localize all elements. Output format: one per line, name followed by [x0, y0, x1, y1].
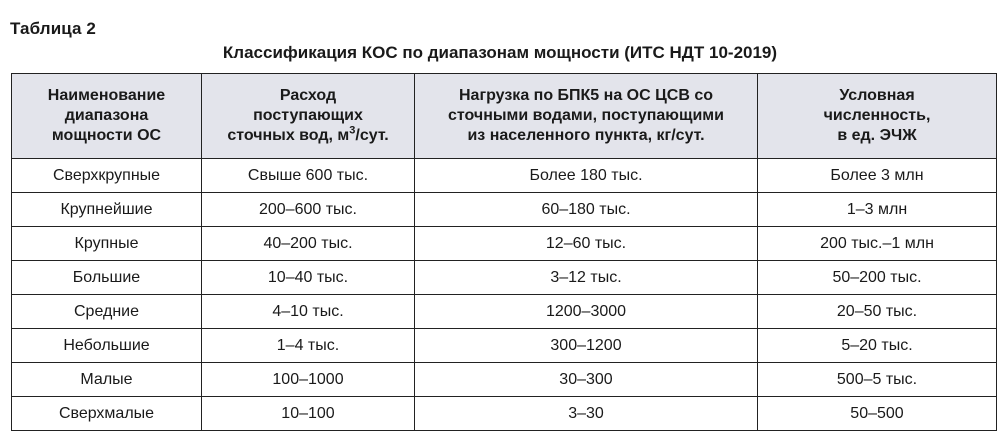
classification-table [11, 73, 997, 431]
header-capacity-range [12, 74, 202, 159]
cell-range-name: Крупнейшие [12, 193, 202, 227]
table-row [12, 193, 997, 227]
table-row [12, 295, 997, 329]
header-line: Наименование [47, 87, 166, 104]
table-title: Классификация КОС по диапазонам мощности (ИТС НДТ 10-2019) [222, 43, 778, 62]
header-population-equivalent [758, 74, 997, 159]
cell-flow-rate: 10–40 тыс. [202, 261, 415, 295]
cell-range-name: Сверхмалые [12, 397, 202, 431]
cell-population: 1–3 млн [758, 193, 997, 227]
cell-range-name: Средние [12, 295, 202, 329]
header-bod-load [415, 74, 758, 159]
superscript-3: 3 [349, 124, 356, 137]
header-line [208, 126, 408, 146]
header-line: Расход [279, 87, 337, 104]
header-line: сточными водами, поступающими [448, 107, 724, 124]
header-line: диапазона [64, 107, 149, 124]
header-line: из населенного пункта, кг/сут. [467, 127, 705, 144]
cell-population: 500–5 тыс. [758, 363, 997, 397]
cell-population: 200 тыс.–1 млн [758, 227, 997, 261]
table-row [12, 261, 997, 295]
header-line: численность, [823, 107, 931, 124]
cell-population: 50–500 [758, 397, 997, 431]
header-line-text: /сут. [355, 127, 389, 144]
cell-range-name: Небольшие [12, 329, 202, 363]
cell-flow-rate: 10–100 [202, 397, 415, 431]
table-label: Таблица 2 [10, 19, 96, 38]
header-line: Нагрузка по БПК5 на ОС ЦСВ со [458, 87, 714, 104]
cell-bod-load: 1200–3000 [415, 295, 758, 329]
cell-population: Более 3 млн [758, 159, 997, 193]
cell-range-name: Малые [12, 363, 202, 397]
header-line: мощности ОС [51, 127, 162, 144]
cell-bod-load: 60–180 тыс. [415, 193, 758, 227]
cell-flow-rate: 4–10 тыс. [202, 295, 415, 329]
table-row [12, 159, 997, 193]
cell-population: 5–20 тыс. [758, 329, 997, 363]
cell-flow-rate: 40–200 тыс. [202, 227, 415, 261]
header-line: поступающих [253, 107, 363, 124]
header-line: Условная [839, 87, 915, 104]
table-row [12, 363, 997, 397]
table-row [12, 227, 997, 261]
cell-flow-rate: 100–1000 [202, 363, 415, 397]
header-row [12, 74, 997, 159]
cell-bod-load: 12–60 тыс. [415, 227, 758, 261]
table-row [12, 397, 997, 431]
header-flow-rate [202, 74, 415, 159]
table-body [12, 159, 997, 431]
cell-population: 20–50 тыс. [758, 295, 997, 329]
cell-flow-rate: 1–4 тыс. [202, 329, 415, 363]
table-row [12, 329, 997, 363]
cell-flow-rate: Свыше 600 тыс. [202, 159, 415, 193]
cell-bod-load: Более 180 тыс. [415, 159, 758, 193]
cell-bod-load: 30–300 [415, 363, 758, 397]
cell-bod-load: 3–30 [415, 397, 758, 431]
cell-population: 50–200 тыс. [758, 261, 997, 295]
cell-bod-load: 3–12 тыс. [415, 261, 758, 295]
cell-range-name: Большие [12, 261, 202, 295]
header-line-text: сточных вод, м [227, 127, 350, 144]
cell-range-name: Крупные [12, 227, 202, 261]
header-line: в ед. ЭЧЖ [837, 127, 917, 144]
cell-flow-rate: 200–600 тыс. [202, 193, 415, 227]
cell-bod-load: 300–1200 [415, 329, 758, 363]
cell-range-name: Сверхкрупные [12, 159, 202, 193]
